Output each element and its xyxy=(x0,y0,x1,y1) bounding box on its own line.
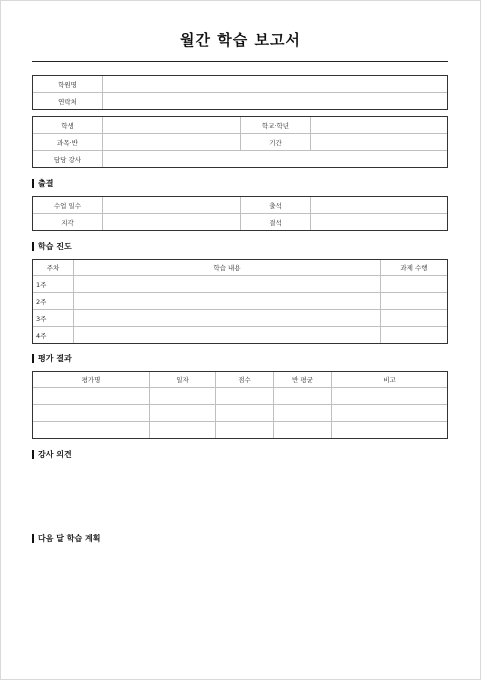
evaluation-header-date: 일자 xyxy=(150,372,216,388)
progress-content-field[interactable] xyxy=(74,276,381,293)
section-progress-title: 학습 진도 xyxy=(38,241,72,251)
section-evaluation-title: 평가 결과 xyxy=(38,353,72,363)
next-plan-area[interactable] xyxy=(32,547,448,657)
contact-field[interactable] xyxy=(103,93,448,110)
progress-week: 2주 xyxy=(33,293,74,310)
section-marker-icon xyxy=(32,179,34,188)
evaluation-remarks-field[interactable] xyxy=(332,388,448,405)
section-attendance-title: 출결 xyxy=(38,178,54,188)
evaluation-remarks-field[interactable] xyxy=(332,422,448,439)
late-label: 지각 xyxy=(33,214,103,231)
section-attendance xyxy=(32,178,53,188)
present-label: 출석 xyxy=(241,197,311,214)
table-row xyxy=(33,422,448,439)
progress-content-field[interactable] xyxy=(74,310,381,327)
academy-info-table xyxy=(32,75,448,110)
evaluation-average-field[interactable] xyxy=(274,405,332,422)
progress-header-homework: 과제 수행 xyxy=(381,260,448,276)
section-next-plan xyxy=(32,533,100,543)
evaluation-name-field[interactable] xyxy=(33,422,150,439)
section-marker-icon xyxy=(32,242,34,251)
academy-name-field[interactable] xyxy=(103,76,448,93)
evaluation-score-field[interactable] xyxy=(216,388,274,405)
evaluation-average-field[interactable] xyxy=(274,422,332,439)
progress-homework-field[interactable] xyxy=(381,276,448,293)
class-days-label: 수업 일수 xyxy=(33,197,103,214)
evaluation-score-field[interactable] xyxy=(216,405,274,422)
progress-homework-field[interactable] xyxy=(381,327,448,344)
progress-week: 4주 xyxy=(33,327,74,344)
section-teacher-opinion xyxy=(32,449,72,459)
table-row xyxy=(33,388,448,405)
page-title: 월간 학습 보고서 xyxy=(180,31,301,49)
evaluation-date-field[interactable] xyxy=(150,405,216,422)
school-grade-label: 학교·학년 xyxy=(241,117,311,134)
table-row xyxy=(33,327,448,344)
title-divider xyxy=(32,61,448,62)
evaluation-name-field[interactable] xyxy=(33,388,150,405)
period-label: 기간 xyxy=(241,134,311,151)
section-marker-icon xyxy=(32,534,34,543)
evaluation-header-score: 점수 xyxy=(216,372,274,388)
progress-homework-field[interactable] xyxy=(381,310,448,327)
evaluation-score-field[interactable] xyxy=(216,422,274,439)
school-grade-field[interactable] xyxy=(311,117,448,134)
table-row xyxy=(33,310,448,327)
evaluation-average-field[interactable] xyxy=(274,388,332,405)
evaluation-header-class-average: 반 평균 xyxy=(274,372,332,388)
period-field[interactable] xyxy=(311,134,448,151)
section-next-plan-title: 다음 달 학습 계획 xyxy=(38,533,101,543)
table-row xyxy=(33,405,448,422)
attendance-table xyxy=(32,196,448,231)
student-field[interactable] xyxy=(103,117,241,134)
section-marker-icon xyxy=(32,354,34,363)
teacher-label: 담당 강사 xyxy=(33,151,103,168)
subject-class-field[interactable] xyxy=(103,134,241,151)
section-progress xyxy=(32,241,72,251)
evaluation-date-field[interactable] xyxy=(150,422,216,439)
evaluation-header-remarks: 비고 xyxy=(332,372,448,388)
evaluation-date-field[interactable] xyxy=(150,388,216,405)
evaluation-remarks-field[interactable] xyxy=(332,405,448,422)
academy-name-label: 학원명 xyxy=(33,76,103,93)
student-label: 학생 xyxy=(33,117,103,134)
table-row xyxy=(33,276,448,293)
progress-header-content: 학습 내용 xyxy=(74,260,381,276)
subject-class-label: 과목·반 xyxy=(33,134,103,151)
section-marker-icon xyxy=(32,450,34,459)
present-field[interactable] xyxy=(311,197,448,214)
evaluation-table xyxy=(32,371,448,439)
evaluation-header-name: 평가명 xyxy=(33,372,150,388)
class-days-field[interactable] xyxy=(103,197,241,214)
section-teacher-opinion-title: 강사 의견 xyxy=(38,449,72,459)
progress-table xyxy=(32,259,448,344)
absent-field[interactable] xyxy=(311,214,448,231)
progress-week: 3주 xyxy=(33,310,74,327)
progress-header-week: 주차 xyxy=(33,260,74,276)
late-field[interactable] xyxy=(103,214,241,231)
progress-content-field[interactable] xyxy=(74,327,381,344)
section-evaluation xyxy=(32,353,72,363)
progress-homework-field[interactable] xyxy=(381,293,448,310)
evaluation-name-field[interactable] xyxy=(33,405,150,422)
absent-label: 결석 xyxy=(241,214,311,231)
table-row xyxy=(33,293,448,310)
student-info-table xyxy=(32,116,448,168)
progress-content-field[interactable] xyxy=(74,293,381,310)
teacher-field[interactable] xyxy=(103,151,448,168)
progress-week: 1주 xyxy=(33,276,74,293)
teacher-opinion-area[interactable] xyxy=(32,463,448,523)
contact-label: 연락처 xyxy=(33,93,103,110)
